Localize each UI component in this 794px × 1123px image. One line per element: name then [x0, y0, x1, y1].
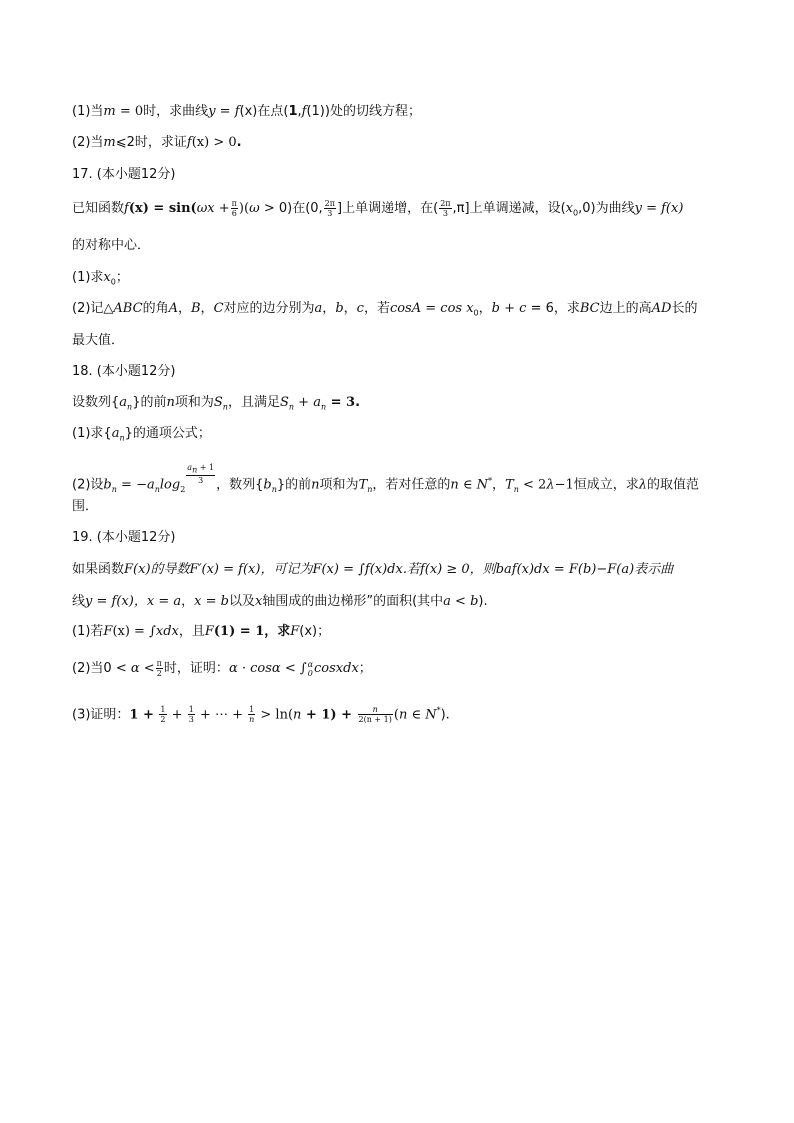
- text: (x)，: [116, 594, 147, 609]
- text: 长的: [671, 301, 698, 316]
- text: (x) = ∫: [112, 624, 156, 639]
- math-var: x: [255, 594, 263, 609]
- math-var: F: [124, 562, 134, 577]
- text: ；: [115, 270, 129, 285]
- math-var: xdx: [155, 624, 179, 639]
- text: 1: [288, 104, 298, 119]
- math-var: a: [313, 395, 321, 410]
- fraction: [231, 199, 238, 218]
- question-19-stem: [72, 560, 673, 580]
- math-var: f: [111, 594, 117, 609]
- math-var: n: [450, 477, 459, 493]
- math-var: b: [335, 301, 344, 316]
- text: ，: [177, 301, 191, 316]
- text: 时，证明：: [163, 661, 229, 676]
- math-var: F: [189, 562, 199, 577]
- math-var: n: [398, 707, 408, 723]
- math-var: a: [314, 301, 323, 316]
- text: 如果函数: [72, 562, 125, 577]
- text: ，: [478, 301, 492, 316]
- text: (1)若: [72, 624, 104, 639]
- text: 已知函数: [72, 201, 125, 216]
- question-17-stem: [72, 199, 683, 224]
- numerator: π: [156, 659, 162, 668]
- text: (a)表示曲: [616, 562, 674, 577]
- subscript: 0: [110, 277, 116, 287]
- text: ).: [478, 594, 488, 609]
- question-18-part-1: [72, 424, 211, 449]
- math-var: y: [85, 594, 93, 609]
- math-var: F: [607, 562, 617, 577]
- text: =: [641, 201, 662, 216]
- subscript: n: [127, 402, 133, 412]
- text: (x) > 0: [191, 135, 237, 150]
- text: = 3: [326, 395, 356, 410]
- numerator: π: [231, 199, 237, 208]
- subscript: n: [271, 485, 277, 495]
- math-var: x: [194, 594, 202, 609]
- subscript: 0: [573, 208, 579, 218]
- text: (x)的导数: [133, 562, 190, 577]
- text: (1) = 1，求: [213, 624, 291, 639]
- text: 以及: [228, 594, 255, 609]
- fraction: [156, 659, 163, 678]
- math-var: cosα: [250, 661, 281, 676]
- text: 项和为: [319, 477, 359, 493]
- denominator: 2: [160, 715, 166, 725]
- math-var: a: [111, 426, 120, 441]
- question-17-part-2-cont: 最大值．: [72, 333, 125, 348]
- text: 的角: [142, 301, 169, 316]
- math-var: c: [519, 301, 527, 316]
- math-var: cosA: [389, 301, 422, 316]
- text: (2)当0 <: [72, 661, 131, 676]
- math-var: m: [103, 135, 116, 150]
- math-var: a: [146, 477, 155, 493]
- numerator: 2π: [440, 199, 451, 208]
- math-var: f: [234, 104, 240, 119]
- denominator: n: [249, 715, 255, 725]
- math-var: λ: [638, 477, 647, 493]
- numerator: n: [358, 705, 393, 715]
- text: +: [294, 395, 314, 410]
- math-var: a: [173, 594, 182, 609]
- text: ，: [200, 301, 214, 316]
- text: (x)，可记为: [242, 562, 313, 577]
- text: +: [499, 301, 520, 316]
- text: + ⋯ +: [195, 707, 248, 723]
- text: .: [355, 395, 361, 410]
- math-var: B: [190, 301, 201, 316]
- math-var: n: [166, 395, 175, 410]
- fraction: [248, 705, 255, 724]
- math-expr: (x): [665, 201, 684, 216]
- fraction: [159, 705, 166, 724]
- text: (b)−: [577, 562, 608, 577]
- math-var: f: [238, 562, 243, 577]
- question-17-part-1: [72, 268, 129, 293]
- subscript: n: [192, 465, 198, 475]
- text: (x)dx =: [516, 562, 569, 577]
- math-var: baf: [495, 562, 517, 577]
- subscript: n: [320, 402, 327, 412]
- denominator: 3: [188, 715, 194, 725]
- fraction: [186, 463, 215, 485]
- subscript: n: [513, 485, 519, 495]
- numerator: [186, 463, 215, 476]
- math-var: ωx: [196, 201, 215, 216]
- text: + 1: [197, 463, 215, 472]
- text: ，: [322, 301, 336, 316]
- text: )(: [238, 201, 250, 216]
- text: < 2: [518, 477, 547, 493]
- text: =: [215, 104, 235, 119]
- text: }的前: [132, 395, 167, 410]
- text: ,π]上单调递减，设(: [452, 201, 566, 216]
- text: 的取值范: [647, 477, 700, 493]
- text: ·: [237, 661, 251, 676]
- text: (1)求: [72, 270, 104, 285]
- math-var: log: [159, 477, 181, 493]
- text: (x) = ∫: [321, 562, 365, 577]
- math-var: C: [213, 301, 224, 316]
- text: ，: [181, 594, 195, 609]
- text: =: [201, 594, 221, 609]
- text: (1)求{: [72, 426, 112, 441]
- text: ，数列{: [216, 477, 264, 493]
- math-var: a: [443, 594, 451, 609]
- text: + 1) +: [301, 707, 357, 723]
- text: = 0时，求曲线: [115, 104, 209, 119]
- integral-sign: < ∫: [280, 661, 307, 676]
- math-var: m: [103, 104, 116, 119]
- text: = 6，求: [526, 301, 580, 316]
- text: 边上的高: [599, 301, 652, 316]
- text: 项和为: [174, 395, 214, 410]
- integral-limits: [308, 660, 313, 678]
- math-var: S: [213, 395, 223, 410]
- text: 轴围成的曲边梯形”的面积(其中: [262, 594, 444, 609]
- text: −1恒成立，求: [554, 477, 639, 493]
- math-var: x: [565, 201, 573, 216]
- math-var: x: [146, 594, 155, 609]
- text: ⩽2时，求证: [115, 135, 187, 150]
- text: 1 +: [129, 707, 159, 723]
- subscript: n: [154, 485, 160, 495]
- question-18-stem: [72, 393, 360, 418]
- question-19-header: 19. (本小题12分): [72, 530, 176, 545]
- text: .: [236, 135, 242, 150]
- math-var: F: [290, 624, 300, 639]
- question-18-header: 18. (本小题12分): [72, 364, 176, 379]
- superscript: *: [436, 706, 441, 715]
- fraction: [188, 705, 195, 724]
- math-var: f: [301, 104, 307, 119]
- text: > 0)在(0,: [259, 201, 323, 216]
- denominator: 6: [231, 209, 237, 218]
- denominator: 2: [156, 669, 162, 678]
- text: ,: [297, 104, 302, 119]
- lower-limit: 0: [307, 668, 313, 678]
- text: (x)；: [299, 624, 331, 639]
- question-17-stem-cont: 的对称中心．: [72, 238, 151, 253]
- question-19-part-1: [72, 622, 330, 642]
- math-var: N: [425, 707, 437, 723]
- text: (x) ≥ 0，则: [424, 562, 496, 577]
- subscript: n: [222, 402, 228, 412]
- math-var: n: [293, 707, 302, 723]
- subscript: n: [119, 433, 125, 443]
- text: > ln(: [256, 707, 294, 723]
- math-var: N: [476, 477, 489, 493]
- math-var: T: [505, 477, 514, 493]
- math-var: F: [103, 624, 113, 639]
- math-var: y: [634, 201, 642, 216]
- text: (3)证明：: [72, 707, 130, 723]
- math-var: f: [124, 201, 129, 216]
- math-var: f: [186, 135, 192, 150]
- text: +: [167, 707, 187, 723]
- text: }的前: [276, 477, 312, 493]
- text: ]上单调递增，在(: [337, 201, 439, 216]
- math-var: ABC: [113, 301, 143, 316]
- text: (1)当: [72, 104, 104, 119]
- math-var: f: [661, 201, 666, 216]
- math-var: x: [103, 270, 111, 285]
- math-var: y: [208, 104, 216, 119]
- denominator: 3: [327, 209, 333, 218]
- text: (2)记△: [72, 301, 114, 316]
- math-var: f: [364, 562, 370, 577]
- question-19-part-3: [72, 701, 450, 725]
- numerator: 1: [188, 705, 194, 715]
- text: ，若对任意的: [372, 477, 451, 493]
- text: ；: [358, 661, 372, 676]
- math-var: A: [168, 301, 178, 316]
- fraction: [358, 705, 393, 724]
- fraction: [439, 199, 451, 218]
- question-17-header: 17. (本小题12分): [72, 167, 176, 182]
- text: (x)dx.若: [369, 562, 420, 577]
- math-var: ω: [249, 201, 260, 216]
- math-var: T: [358, 477, 368, 493]
- math-var: cosxdx: [314, 661, 359, 676]
- text: ∈: [458, 477, 477, 493]
- math-var: cos x: [440, 301, 474, 316]
- text: (x)在点(: [239, 104, 289, 119]
- subscript: 0: [473, 308, 479, 318]
- math-var: F: [204, 624, 214, 639]
- math-var: b: [263, 477, 272, 493]
- text: +: [214, 201, 230, 216]
- math-var: c: [356, 301, 364, 316]
- denominator: 2(n + 1): [358, 715, 392, 725]
- math-var: a: [119, 395, 128, 410]
- math-var: AD: [651, 301, 672, 316]
- fraction: [324, 199, 336, 218]
- math-var: F: [568, 562, 578, 577]
- text: ，: [343, 301, 357, 316]
- text: 线: [72, 594, 86, 609]
- math-var: b: [470, 594, 479, 609]
- part-1-condition: [72, 102, 421, 122]
- denominator: 3: [442, 209, 448, 218]
- text: ∈: [407, 707, 426, 723]
- text: (: [393, 707, 399, 723]
- text: = −: [116, 477, 147, 493]
- math-var: λ: [546, 477, 555, 493]
- subscript: 2: [180, 485, 186, 495]
- math-var: a: [187, 463, 193, 472]
- part-2-condition: [72, 133, 242, 153]
- question-19-part-2: [72, 659, 372, 679]
- text: ,0)为曲线: [578, 201, 635, 216]
- math-var: b: [491, 301, 500, 316]
- superscript: *: [488, 476, 493, 486]
- text: (2)设: [72, 477, 104, 493]
- math-var: f: [419, 562, 425, 577]
- math-var: α: [130, 661, 140, 676]
- question-17-part-2: [72, 299, 697, 324]
- text: (1))处的切线方程；: [306, 104, 421, 119]
- subscript: n: [367, 485, 373, 495]
- question-19-stem-cont: [72, 592, 488, 612]
- text: ).: [440, 707, 450, 723]
- numerator: 1: [249, 705, 255, 715]
- math-var: n: [311, 477, 320, 493]
- upper-limit: α: [307, 659, 314, 669]
- text: <: [139, 661, 155, 676]
- text: ，且满足: [227, 395, 280, 410]
- text: =: [154, 594, 174, 609]
- math-var: α: [228, 661, 238, 676]
- text: 设数列{: [72, 395, 120, 410]
- text: ′(x) =: [198, 562, 239, 577]
- text: ，: [492, 477, 506, 493]
- text: (x) = sin(: [128, 201, 197, 216]
- text: ，且: [178, 624, 205, 639]
- denominator: 3: [198, 475, 204, 485]
- text: }的通项公式；: [124, 426, 211, 441]
- numerator: 2π: [324, 199, 336, 208]
- text: ，若: [363, 301, 390, 316]
- math-var: S: [279, 395, 289, 410]
- text: <: [450, 594, 471, 609]
- subscript: n: [288, 402, 295, 412]
- text: (2)当: [72, 135, 104, 150]
- subscript: n: [111, 485, 117, 495]
- math-var: b: [220, 594, 229, 609]
- text: 对应的边分别为: [223, 301, 315, 316]
- question-18-part-2-cont: 围．: [72, 499, 99, 514]
- math-var: BC: [579, 301, 600, 316]
- numerator: 1: [160, 705, 166, 715]
- text: =: [421, 301, 441, 316]
- math-var: b: [103, 477, 112, 493]
- question-18-part-2: [72, 463, 699, 500]
- text: =: [92, 594, 112, 609]
- math-var: F: [312, 562, 322, 577]
